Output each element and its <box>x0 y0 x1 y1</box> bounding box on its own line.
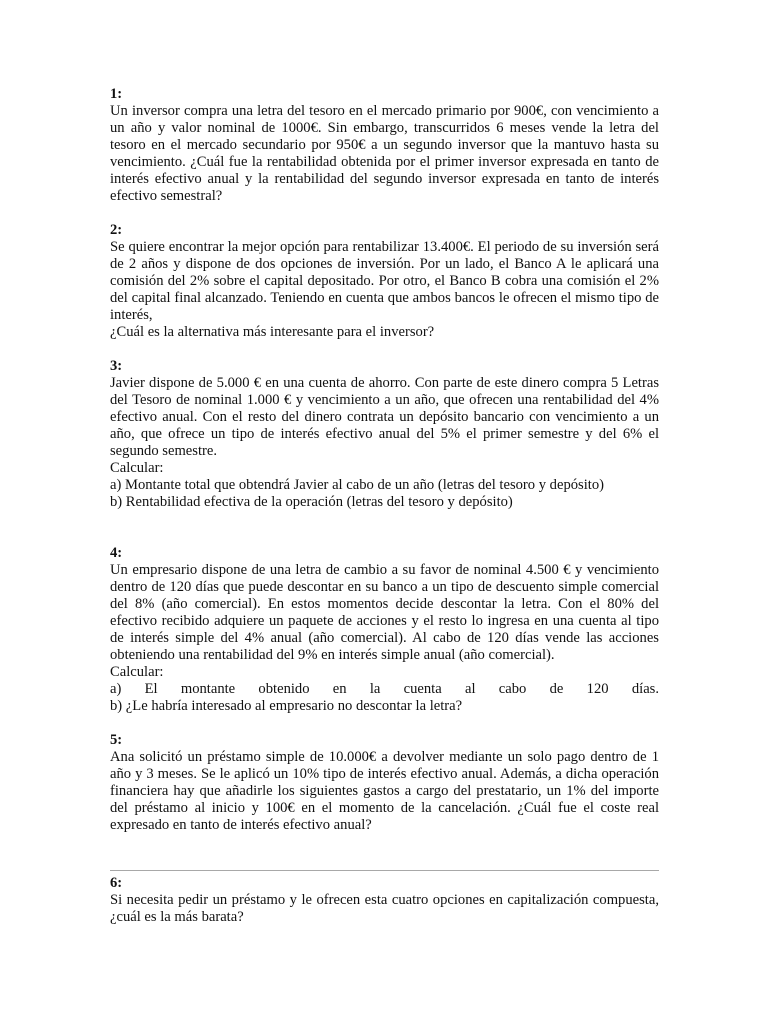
problem-2 <box>110 222 659 341</box>
list-item: a) Montante total que obtendrá Javier al cabo de un año (letras del tesoro y depósito) <box>110 477 604 493</box>
problem-text: Un inversor compra una letra del tesoro en el mercado primario por 900€, con vencimiento a un año y valor nominal de 1000€. Sin embargo, transcurridos 6 meses vende la letra del tesoro en el mercado secundario por 950€ a un segundo inversor que la mantuvo hasta su vencimiento. ¿Cuál fue la rentabilidad obtenida por el primer inversor expresada en tanto de interés efectivo anual y la rentabilidad del segundo inversor expresada en tanto de interés efectivo semestral? <box>110 103 659 204</box>
problem-1 <box>110 86 659 205</box>
problem-number: 2: <box>110 222 123 238</box>
list-item: b) Rentabilidad efectiva de la operación (letras del tesoro y depósito) <box>110 494 513 510</box>
calc-label: Calcular: <box>110 664 164 680</box>
problem-text: Si necesita pedir un préstamo y le ofrecen esta cuatro opciones en capitalización compuesta, ¿cuál es la más barata? <box>110 892 659 925</box>
problem-question: ¿Cuál es la alternativa más interesante para el inversor? <box>110 324 435 340</box>
list-item: b) ¿Le habría interesado al empresario no descontar la letra? <box>110 698 463 714</box>
document-body <box>110 86 659 834</box>
problem-number: 3: <box>110 358 123 374</box>
calc-label: Calcular: <box>110 460 164 476</box>
problem-number: 4: <box>110 545 123 561</box>
problem-number: 1: <box>110 86 123 102</box>
section-divider <box>110 870 659 871</box>
list-item: a) El montante obtenido en la cuenta al cabo de 120 días. <box>110 681 659 697</box>
problem-text: Se quiere encontrar la mejor opción para rentabilizar 13.400€. El periodo de su inversión será de 2 años y dispone de dos opciones de inversión. Por un lado, el Banco A le aplicará una comisión del 2% sobre el capital depositado. Por otro, el Banco B cobra una comisión el 2% del capital final alcanzado. Teniendo en cuenta que ambos bancos le ofrecen el mismo tipo de interés, <box>110 239 659 323</box>
problem-6 <box>110 875 659 926</box>
problem-text: Javier dispone de 5.000 € en una cuenta de ahorro. Con parte de este dinero compra 5 Letras del Tesoro de nominal 1.000 € y vencimiento a un año, que ofrecen una rentabilidad del 4% efectivo anual. Con el resto del dinero contrata un depósito bancario con vencimiento a un año, que ofrece un tipo de interés efectivo anual del 5% el primer semestre y del 6% el segundo semestre. <box>110 375 659 459</box>
problem-3 <box>110 358 659 511</box>
problem-5 <box>110 732 659 834</box>
problem-number: 6: <box>110 875 123 891</box>
problem-text: Un empresario dispone de una letra de cambio a su favor de nominal 4.500 € y vencimiento dentro de 120 días que puede descontar en su banco a un tipo de descuento simple comercial del 8% (año comercial). En estos momentos decide descontar la letra. Con el 80% del efectivo recibido adquiere un paquete de acciones y el resto lo ingresa en una cuenta al tipo de interés simple del 4% anual (año comercial). Al cabo de 120 días vende las acciones obteniendo una rentabilidad del 9% en interés simple anual (año comercial). <box>110 562 659 663</box>
problem-text: Ana solicitó un préstamo simple de 10.000€ a devolver mediante un solo pago dentro de 1 año y 3 meses. Se le aplicó un 10% tipo de interés efectivo anual. Además, a dicha operación financiera hay que añadirle los siguientes gastos a cargo del prestatario, un 1% del importe del préstamo al inicio y 100€ en el momento de la cancelación. ¿Cuál fue el coste real expresado en tanto de interés efectivo anual? <box>110 749 659 833</box>
problem-number: 5: <box>110 732 123 748</box>
problem-4 <box>110 545 659 715</box>
